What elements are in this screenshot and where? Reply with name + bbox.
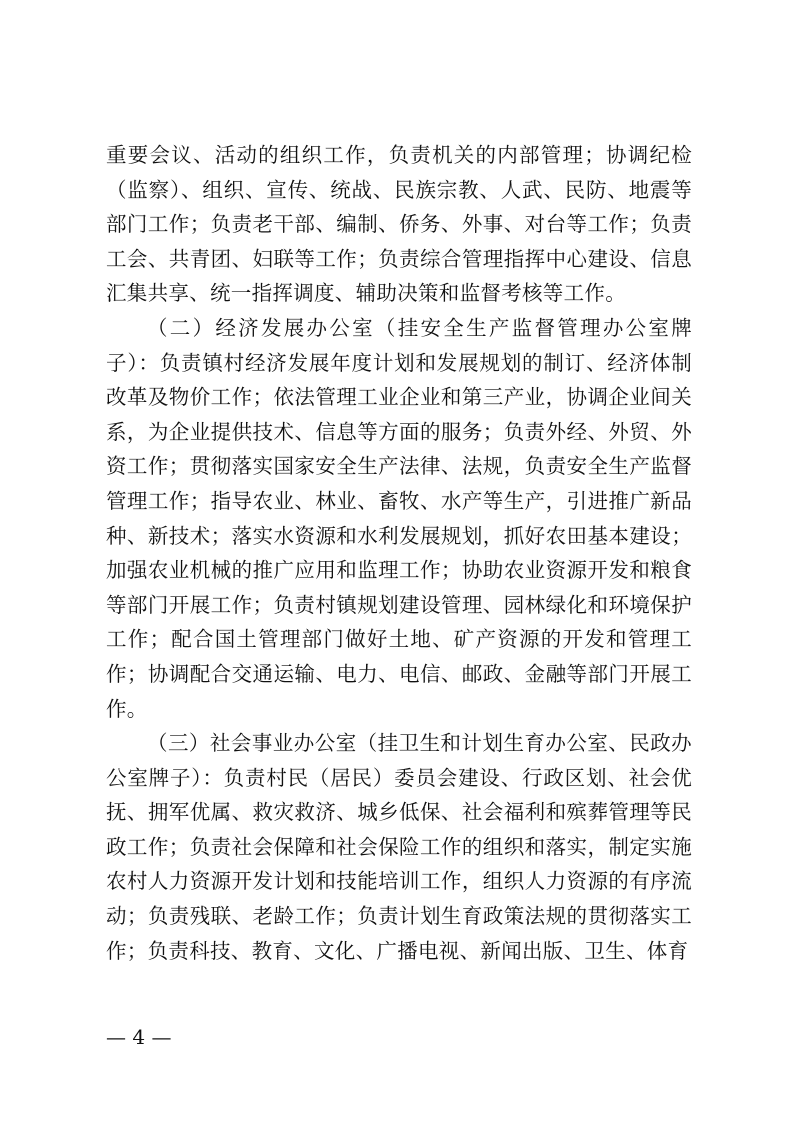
body-text (106, 138, 692, 968)
page-number: — 4 — (106, 1025, 172, 1049)
paragraph-continuation: 重要会议、活动的组织工作，负责机关的内部管理；协调纪检（监察）、组织、宣传、统战、民族宗教、人武、民防、地震等部门工作；负责老干部、编制、侨务、外事、对台等工作；负责工会、共青团、妇联等工作；负责综合管理指挥中心建设、信息汇集共享、统一指挥调度、辅助决策和监督考核等工作。 (106, 143, 692, 306)
paragraph-social-affairs-office: （三）社会事业办公室（挂卫生和计划生育办公室、民政办公室牌子）：负责村民（居民）委员会建设、行政区划、社会优抚、拥军优属、救灾救济、城乡低保、社会福利和殡葬管理等民政工作；负责社会保障和社会保险工作的组织和落实，制定实施农村人力资源开发计划和技能培训工作，组织人力资源的有序流动；负责残联、老龄工作；负责计划生育政策法规的贯彻落实工作；负责科技、教育、文化、广播电视、新闻出版、卫生、体育 (106, 731, 692, 963)
paragraph-economic-development-office: （二）经济发展办公室（挂安全生产监督管理办公室牌子）：负责镇村经济发展年度计划和发展规划的制订、经济体制改革及物价工作；依法管理工业企业和第三产业，协调企业间关系，为企业提供技术、信息等方面的服务；负责外经、外贸、外资工作；贯彻落实国家安全生产法律、法规，负责安全生产监督管理工作；指导农业、林业、畜牧、水产等生产，引进推广新品种、新技术；落实水资源和水利发展规划，抓好农田基本建设；加强农业机械的推广应用和监理工作；协助农业资源开发和粮食等部门开展工作；负责村镇规划建设管理、园林绿化和环境保护工作；配合国土管理部门做好土地、矿产资源的开发和管理工作；协调配合交通运输、电力、电信、邮政、金融等部门开展工作。 (106, 315, 692, 721)
